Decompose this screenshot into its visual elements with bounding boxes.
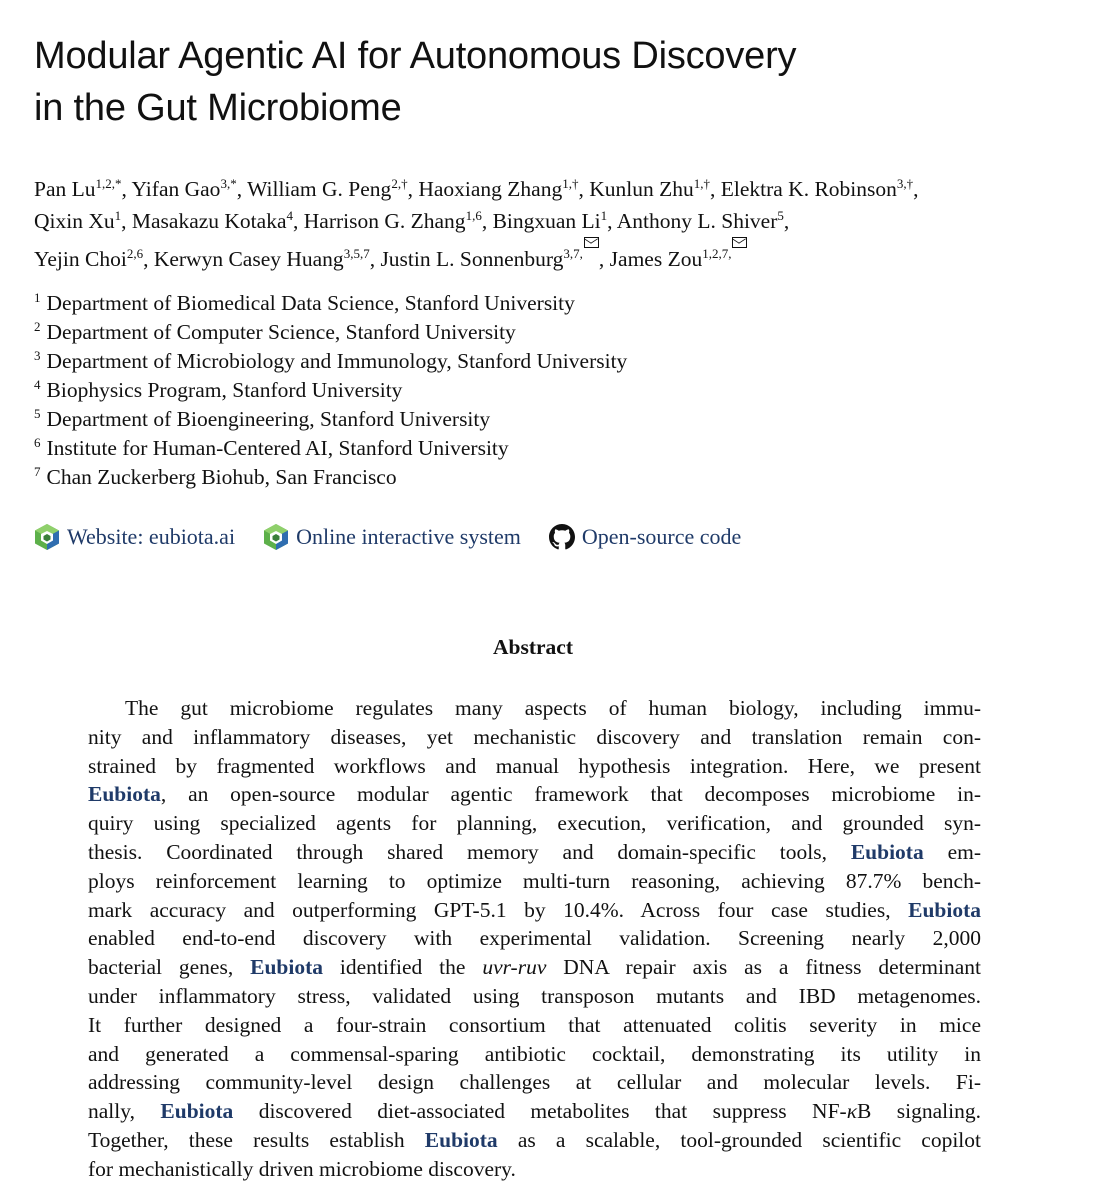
abstract-line: addressing community-level design challenges at cellular and molecular levels. Fi- xyxy=(88,1070,981,1095)
affiliation-item: $^5$ Department of Bioengineering, Stanford University xyxy=(34,406,491,431)
author-affil-sup: 4 xyxy=(286,208,293,223)
affiliation-item: $^1$ Department of Biomedical Data Science, Stanford University xyxy=(34,290,575,315)
abstract-line: The gut microbiome regulates many aspects of human biology, including immu- xyxy=(125,696,981,720)
author-line-1: Pan $Lu^{1,2,*}$, Yifan Gao$^{3,*}$, William G. Peng$^{2,\dagger}$, Haoxiang Zhang$^{1,\dagger}$, Kunlun Zhu$^{1,\dagger}$, Elektra K. Robinson$^{3,\dagger}$, xyxy=(34,176,919,201)
abstract-line: quiry using specialized agents for planning, execution, verification, and grounded syn- xyxy=(88,811,981,836)
author-name: Harrison G. Zhang xyxy=(303,209,466,233)
website-link[interactable] xyxy=(34,523,235,551)
eubiota-name: Eubiota xyxy=(250,955,323,980)
author-name: Yifan Gao xyxy=(131,177,221,201)
author-name: Anthony L. Shiver xyxy=(616,209,778,233)
abstract-line: thesis. Coordinated through shared memory and domain-specific tools, Eubiota em- xyxy=(88,839,981,864)
author-line-2: Qixin Xu$^1$, Masakazu Kotaka$^4$, Harrison G. Zhang$^{1,6}$, Bingxuan Li$^1$, Anthony L. Shiver$^5$, xyxy=(34,208,790,233)
author-name: Justin L. Sonnenburg xyxy=(380,247,564,271)
author-name: Haoxiang Zhang xyxy=(418,177,563,201)
hexagon-logo-icon xyxy=(263,523,289,551)
website-link-label: Website: eubiota.ai xyxy=(67,524,236,549)
affiliation-list xyxy=(34,289,1034,492)
resource-links xyxy=(34,520,769,554)
abstract-line: for mechanistically driven microbiome discovery. xyxy=(88,1156,516,1181)
abstract-line: nity and inflammatory diseases, yet mechanistic discovery and translation remain con- xyxy=(88,724,981,749)
author-name: Kunlun Zhu xyxy=(589,177,694,201)
source-code-link-label: Open-source code xyxy=(581,524,742,549)
online-system-link-label: Online interactive system xyxy=(296,524,521,549)
author-name: Bingxuan Li xyxy=(492,209,601,233)
author-affil-sup: 2,6 xyxy=(126,246,144,261)
abstract-line: ploys reinforcement learning to optimize multi-turn reasoning, achieving 87.7% bench- xyxy=(88,868,981,893)
author-name: Qixin Xu xyxy=(34,209,115,233)
author-name: Yejin Choi xyxy=(34,247,127,271)
abstract-body xyxy=(88,694,981,1184)
abstract-heading: Abstract xyxy=(492,635,573,659)
author-affil-sup: 3,† xyxy=(896,176,914,191)
author-affil-sup: 1,2,* xyxy=(95,176,122,191)
author-list xyxy=(34,173,1094,275)
author-name: Masakazu Kotaka xyxy=(131,209,287,233)
source-code-link[interactable] xyxy=(549,523,741,551)
envelope-icon xyxy=(584,237,599,248)
author-affil-sup: 1,† xyxy=(562,176,579,191)
author-affil-sup: 1 xyxy=(114,208,122,223)
abstract-line: strained by fragmented workflows and manual hypothesis integration. Here, we present xyxy=(88,753,981,778)
author-affil-sup: 3,7, xyxy=(563,246,599,261)
author-affil-sup: 3,* xyxy=(220,176,237,191)
eubiota-name: Eubiota xyxy=(160,1099,234,1124)
author-affil-sup: 2,† xyxy=(391,176,408,191)
author-affil-sup: 1 xyxy=(600,208,608,223)
online-system-link[interactable] xyxy=(263,523,521,551)
title-line-1: Modular Agentic AI for Autonomous Discovery xyxy=(34,35,797,77)
abstract-line: Eubiota, an open-source modular agentic framework that decomposes microbiome in- xyxy=(88,782,981,807)
envelope-icon xyxy=(732,237,747,248)
abstract-line: bacterial genes, Eubiota identified the uvr-ruv DNA repair axis as a fitness determinant xyxy=(88,955,982,980)
abstract-line: enabled end-to-end discovery with experimental validation. Screening nearly 2,000 xyxy=(88,926,981,951)
affiliation-item: $^6$ Institute for Human-Centered AI, Stanford University xyxy=(34,435,509,460)
affiliation-item: $^7$ Chan Zuckerberg Biohub, San Francisco xyxy=(34,464,397,489)
hexagon-logo-icon xyxy=(34,523,60,551)
abstract-line: Together, these results establish Eubiota as a scalable, tool-grounded scientific copilot xyxy=(88,1127,981,1152)
abstract-line: mark accuracy and outperforming GPT-5.1 by 10.4%. Across four case studies, Eubiota xyxy=(88,897,982,922)
abstract-line: nally, Eubiota discovered diet-associated metabolites that suppress NF-κB signaling. xyxy=(88,1099,982,1124)
author-line-3: Yejin Choi$^{2,6}$, Kerwyn Casey Huang$^{3,5,7}$, Justin L. Sonnenburg$^{3,7,}$ , James Zou$^{1,2,7,}$ xyxy=(34,237,1094,275)
affiliation-item: $^2$ Department of Computer Science, Stanford University xyxy=(34,319,516,344)
affiliation-item: $^4$ Biophysics Program, Stanford University xyxy=(34,377,403,402)
author-affil-sup: 1,† xyxy=(693,176,710,191)
author-affil-sup: 1,6 xyxy=(465,208,482,223)
affiliation-item: $^3$ Department of Microbiology and Immunology, Stanford University xyxy=(34,348,628,373)
abstract-line: under inflammatory stress, validated using transposon mutants and IBD metagenomes. xyxy=(88,983,981,1008)
author-name: Pan Lu xyxy=(34,177,96,201)
abstract-line: and generated a commensal-sparing antibiotic cocktail, demonstrating its utility in xyxy=(88,1041,981,1066)
eubiota-name: Eubiota xyxy=(908,897,982,922)
title-line-2: in the Gut Microbiome xyxy=(34,87,402,129)
author-name: James Zou xyxy=(609,247,703,271)
author-name: William G. Peng xyxy=(247,177,392,201)
author-affil-sup: 3,5,7 xyxy=(343,246,370,261)
author-name: Elektra K. Robinson xyxy=(720,177,897,201)
eubiota-name: Eubiota xyxy=(850,839,924,864)
paper-title xyxy=(34,30,1074,134)
github-icon xyxy=(549,523,575,551)
eubiota-name: Eubiota xyxy=(88,782,161,807)
author-affil-sup: 1,2,7, xyxy=(702,246,747,261)
author-name: Kerwyn Casey Huang xyxy=(153,247,344,271)
abstract-line: It further designed a four-strain consortium that attenuated colitis severity in mice xyxy=(88,1012,981,1037)
author-affil-sup: 5 xyxy=(777,208,784,223)
eubiota-name: Eubiota xyxy=(424,1127,498,1152)
